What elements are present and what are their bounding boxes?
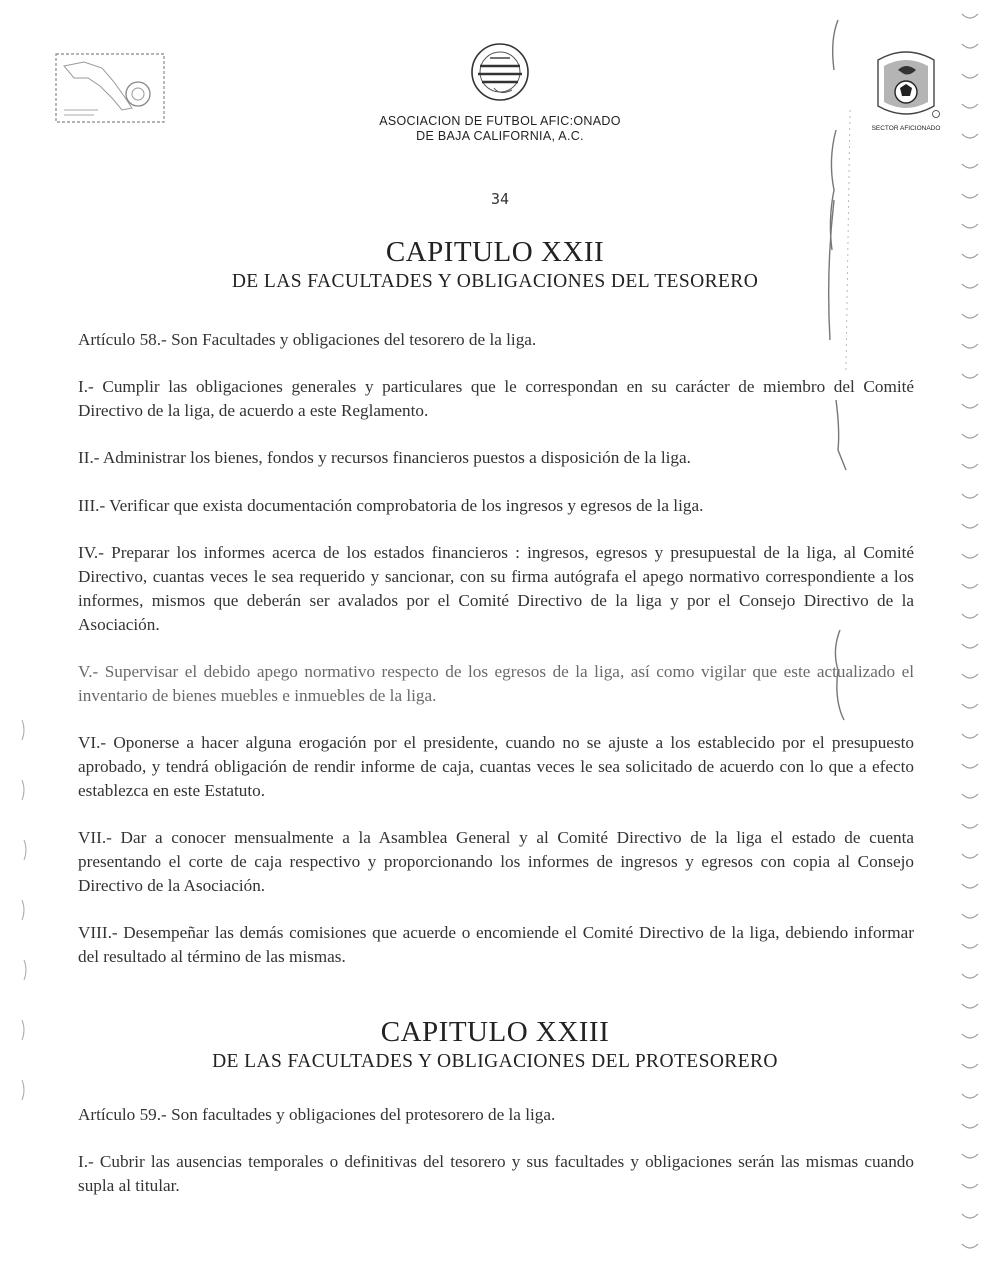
article-58-item: I.- Cumplir las obligaciones generales y particulares que le correspondan en su carácter de miembro del Comité Directivo de la liga, de acuerdo a este Reglamento.: [78, 377, 914, 420]
article-58-item: IV.- Preparar los informes acerca de los estados financieros : ingresos, egresos y presupuestal de la liga, al Comité Directivo, cuantas veces le sea requerido y sancionar, con su firma autógrafa el apego normativo correspondiente a los informes, mismos que deberán ser avalados por el Comité Directivo de la liga y por el Consejo Directivo de la Asociación.: [78, 543, 914, 634]
article-58-item: II.- Administrar los bienes, fondos y recursos financieros puestos a disposición de la liga.: [78, 448, 691, 467]
fmf-federation-logo: [464, 36, 536, 108]
article-58-item: VIII.- Desempeñar las demás comisiones que acuerde o encomiende el Comité Directivo de la liga, debiendo informar del resultado al término de las mismas.: [78, 923, 914, 966]
state-map-seal-logo: [54, 52, 166, 124]
article-58-item: VII.- Dar a conocer mensualmente a la Asamblea General y al Comité Directivo de la liga el estado de cuenta presentando el corte de caja respectivo y proporcionando los informes de ingresos y egresos con copia al Consejo Directivo de la Asociación.: [78, 828, 914, 895]
chapter-title: CAPITULO XXII: [385, 236, 605, 268]
article-58: Artículo 58.- Son Facultades y obligaciones del tesorero de la liga.: [78, 330, 537, 349]
article-58-item: V.- Supervisar el debido apego normativo respecto de los egresos de la liga, así como vigilar que este actualizado el inventario de bienes muebles e inmuebles de la liga.: [78, 662, 914, 705]
association-header: [340, 114, 660, 144]
binder-edge-marks: [956, 0, 986, 1280]
page-number: 34: [490, 190, 510, 208]
margin-bracket-marks: [820, 10, 860, 730]
article-59-item: I.- Cubrir las ausencias temporales o definitivas del tesorero y sus facultades y obligaciones serán las mismas cuando supla al titular.: [78, 1152, 914, 1195]
left-margin-marks: [0, 440, 40, 1260]
association-name-line1: ASOCIACION DE FUTBOL AFIC:ONADO: [379, 114, 621, 128]
chapter-22-heading: [160, 236, 830, 294]
article-59: Artículo 59.- Son facultades y obligaciones del protesorero de la liga.: [78, 1105, 556, 1124]
article-58-item: III.- Verificar que exista documentación comprobatoria de los ingresos y egresos de la liga.: [78, 496, 704, 515]
svg-text:SECTOR AFICIONADO: SECTOR AFICIONADO: [871, 125, 941, 132]
article-58-item: VI.- Oponerse a hacer alguna erogación por el presidente, cuando no se ajuste a los establecido por el presupuesto aprobado, y tendrá obligación de rendir informe de caja, cuantas veces le sea solicitado de acuerdo con lo que a efecto establezca en este Estatuto.: [78, 733, 914, 800]
chapter-title: CAPITULO XXIII: [380, 1016, 610, 1048]
chapter-23-heading: [140, 1016, 850, 1074]
chapter-subtitle: DE LAS FACULTADES Y OBLIGACIONES DEL PROTESORERO: [212, 1051, 778, 1072]
sector-aficionado-logo: [864, 40, 948, 132]
association-name-line2: DE BAJA CALIFORNIA, A.C.: [416, 129, 584, 143]
chapter-subtitle: DE LAS FACULTADES Y OBLIGACIONES DEL TESORERO: [231, 271, 759, 292]
